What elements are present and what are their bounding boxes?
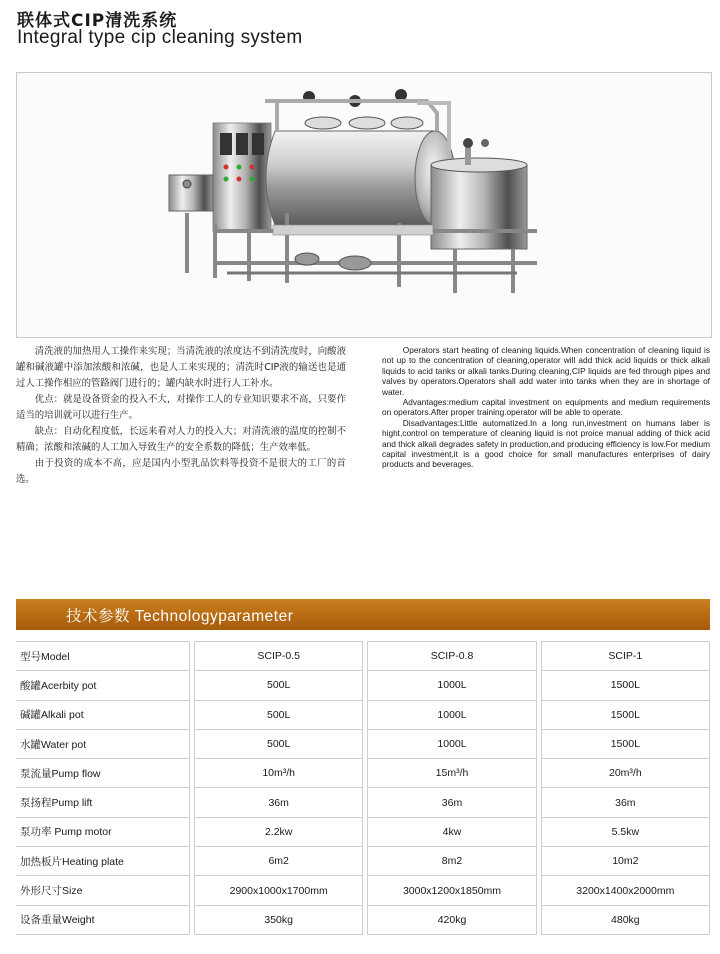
description-paragraph: Operators start heating of cleaning liquids.When concentration of cleaning liquid is not up to the concentration of cleaning,operator will add thick acid liquids or thick alkali liquids to acid tanks or alkali tanks.During cleaning,CIP liquids are fed through pipes and valves by operators.Operators shall add water into tanks when they are in shortage of water.	[382, 345, 710, 397]
product-photo-frame	[16, 72, 712, 338]
table-cell: 3000x1200x1850mm	[368, 876, 536, 905]
tech-params-banner	[16, 599, 710, 630]
table-cell: 420kg	[368, 905, 536, 934]
table-row	[16, 876, 710, 905]
table-cell: 1500L	[541, 729, 709, 758]
table-row	[16, 847, 710, 876]
row-label: 水罐Water pot	[16, 729, 190, 758]
page-title-chinese: 联体式CIP清洗系统	[17, 11, 178, 31]
description-paragraph: 由于投资的成本不高，应是国内小型乳品饮料等投资不是很大的工厂的首选。	[16, 458, 346, 485]
table-cell: 10m³/h	[195, 759, 363, 788]
table-cell: 1000L	[368, 729, 536, 758]
description-paragraph: Advantages:medium capital investment on equipments and medium requirements on operators.After proper training.operator will be able to operate.	[382, 397, 710, 418]
table-cell: SCIP-1	[541, 642, 709, 671]
row-label: 酸罐Acerbity pot	[16, 671, 190, 700]
description-paragraph: 优点：就是设备资金的投入不大，对操作工人的专业知识要求不高，只要作适当的培训就可以进行生产。	[16, 394, 346, 421]
table-cell: 36m	[195, 788, 363, 817]
table-row	[16, 700, 710, 729]
table-cell: 1500L	[541, 700, 709, 729]
table-cell: 8m2	[368, 847, 536, 876]
row-label: 泵流量Pump flow	[16, 759, 190, 788]
table-cell: 15m³/h	[368, 759, 536, 788]
table-cell: 2.2kw	[195, 817, 363, 846]
table-cell: 5.5kw	[541, 817, 709, 846]
row-label: 设备重量Weight	[16, 905, 190, 934]
table-row	[16, 788, 710, 817]
description-paragraph: 缺点：自动化程度低，长远来看对人力的投入大；对清洗液的温度的控制不精确；浓酸和浓碱的人工加入导致生产的安全系数的降低；生产效率低。	[16, 426, 346, 453]
table-row	[16, 817, 710, 846]
table-row	[16, 905, 710, 934]
table-row	[16, 642, 710, 671]
description-paragraph: 清洗液的加热用人工操作来实现；当清洗液的浓度达不到清洗度时，向酸液罐和碱液罐中添加浓酸和浓碱，也是人工来实现的；清洗时CIP液的输送也是通过人工操作相应的管路阀门进行的；罐内缺水时进行人工补水。	[16, 346, 346, 389]
table-cell: 20m³/h	[541, 759, 709, 788]
table-cell: 3200x1400x2000mm	[541, 876, 709, 905]
table-row	[16, 759, 710, 788]
table-cell: 36m	[368, 788, 536, 817]
table-cell: 1500L	[541, 671, 709, 700]
table-cell: 2900x1000x1700mm	[195, 876, 363, 905]
description-english	[382, 345, 710, 470]
table-row	[16, 671, 710, 700]
table-cell: 10m2	[541, 847, 709, 876]
row-label: 碱罐Alkali pot	[16, 700, 190, 729]
table-row	[16, 729, 710, 758]
table-cell: 500L	[195, 700, 363, 729]
table-cell: SCIP-0.5	[195, 642, 363, 671]
row-label: 泵扬程Pump lift	[16, 788, 190, 817]
row-label: 泵功率 Pump motor	[16, 817, 190, 846]
table-cell: SCIP-0.8	[368, 642, 536, 671]
table-cell: 1000L	[368, 671, 536, 700]
table-cell: 6m2	[195, 847, 363, 876]
description-paragraph: Disadvantages:Little automatized.In a long run,investment on humans laber is hight,control on temperature of cleaning liquid is not proice manual adding of thick acid and thick alkali degrades safety in production,and producing efficiency is low.For medium capital investment,it is a good choice for small manufactures enterprises of dairy products and beverages.	[382, 417, 710, 470]
page-title-english: Integral type cip cleaning system	[17, 27, 303, 48]
table-cell: 4kw	[368, 817, 536, 846]
table-cell: 500L	[195, 671, 363, 700]
table-cell: 500L	[195, 729, 363, 758]
table-cell: 350kg	[195, 905, 363, 934]
tech-params-table	[16, 641, 710, 935]
table-cell: 480kg	[541, 905, 709, 934]
table-cell: 1000L	[368, 700, 536, 729]
cip-system-machine-photo	[17, 73, 711, 337]
row-label: 型号Model	[16, 642, 190, 671]
description-chinese	[16, 344, 346, 488]
row-label: 外形尺寸Size	[16, 876, 190, 905]
tech-params-heading: 技术参数 Technologyparameter	[66, 608, 294, 625]
table-cell: 36m	[541, 788, 709, 817]
row-label: 加热板片Heating plate	[16, 847, 190, 876]
